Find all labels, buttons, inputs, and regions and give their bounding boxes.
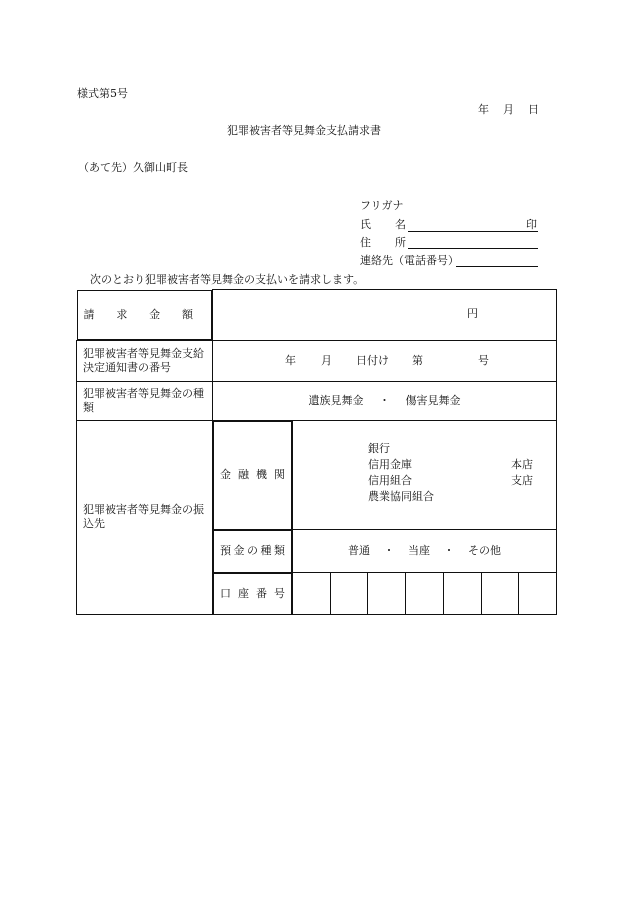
- bank-row: [77, 420, 557, 530]
- seal-mark: 印: [526, 218, 537, 231]
- bank-field[interactable]: [293, 420, 557, 530]
- notice-year: 年: [285, 353, 296, 367]
- bank-type-shinkin: 信用金庫: [368, 458, 412, 472]
- notice-go: 号: [478, 353, 489, 367]
- amount-unit: 円: [467, 307, 478, 320]
- furigana-label: フリガナ: [360, 199, 404, 212]
- type-row: [77, 381, 557, 420]
- notice-dai: 第: [412, 353, 423, 367]
- date-day-label: 日: [528, 103, 539, 116]
- contact-label: 連絡先（電話番号）: [360, 254, 459, 267]
- address-label-char-1: 住: [360, 236, 371, 249]
- option-separator: ・: [379, 393, 390, 407]
- account-digit-box[interactable]: [481, 573, 519, 614]
- account-label: 口 座 番 号: [213, 573, 292, 615]
- account-digit-box[interactable]: [293, 573, 330, 614]
- notice-number-field[interactable]: [213, 340, 557, 381]
- branch-head-office: 本店: [511, 458, 533, 472]
- branch-office: 支店: [511, 474, 533, 488]
- notice-month: 月: [321, 353, 332, 367]
- deposit-other[interactable]: その他: [468, 544, 501, 557]
- date-month-label: 月: [503, 103, 514, 116]
- document-title: 犯罪被害者等見舞金支払請求書: [227, 124, 381, 137]
- phone-field[interactable]: [456, 266, 538, 267]
- notice-label: 犯罪被害者等見舞金支給決定通知書の番号: [77, 340, 213, 381]
- address-field[interactable]: [408, 248, 538, 249]
- account-number-field: [293, 573, 557, 615]
- option-injury[interactable]: 傷害見舞金: [405, 393, 461, 407]
- date-year-label: 年: [478, 103, 489, 116]
- bank-type-credit-union: 信用組合: [368, 474, 412, 488]
- account-digit-box[interactable]: [405, 573, 443, 614]
- account-digit-box[interactable]: [443, 573, 481, 614]
- bank-label: 金 融 機 関: [213, 421, 292, 530]
- name-field[interactable]: [408, 231, 538, 232]
- notice-date-suffix: 日付け: [356, 353, 389, 367]
- amount-row: [77, 290, 557, 341]
- name-label-char-1: 氏: [360, 218, 371, 231]
- deposit-separator-1: ・: [383, 544, 395, 557]
- deposit-label: 預 金 の 種 類: [213, 530, 292, 573]
- transfer-label: 犯罪被害者等見舞金の振込先: [77, 420, 213, 615]
- option-bereaved[interactable]: 遺族見舞金: [308, 393, 364, 407]
- form-number: 様式第5号: [77, 87, 128, 100]
- amount-label: 請 求 金 額: [77, 290, 213, 340]
- address-label-char-2: 所: [395, 236, 406, 249]
- notice-row: [77, 340, 557, 381]
- deposit-options: [293, 530, 557, 573]
- type-label: 犯罪被害者等見舞金の種類: [77, 381, 213, 420]
- claim-table: [76, 289, 557, 615]
- account-digit-box[interactable]: [367, 573, 405, 614]
- account-digit-box[interactable]: [330, 573, 368, 614]
- amount-field[interactable]: [213, 290, 557, 341]
- type-options: [213, 381, 557, 420]
- deposit-current[interactable]: 当座: [408, 544, 430, 557]
- account-digit-box[interactable]: [518, 573, 556, 614]
- addressee: （あて先）久御山町長: [78, 161, 188, 174]
- bank-type-bank: 銀行: [368, 442, 390, 456]
- bank-type-agri-coop: 農業協同組合: [368, 490, 434, 504]
- intro-text: 次のとおり犯罪被害者等見舞金の支払いを請求します。: [90, 273, 365, 286]
- deposit-ordinary[interactable]: 普通: [348, 544, 370, 557]
- name-label-char-2: 名: [395, 218, 406, 231]
- deposit-separator-2: ・: [443, 544, 455, 557]
- account-digit-boxes: [293, 573, 556, 614]
